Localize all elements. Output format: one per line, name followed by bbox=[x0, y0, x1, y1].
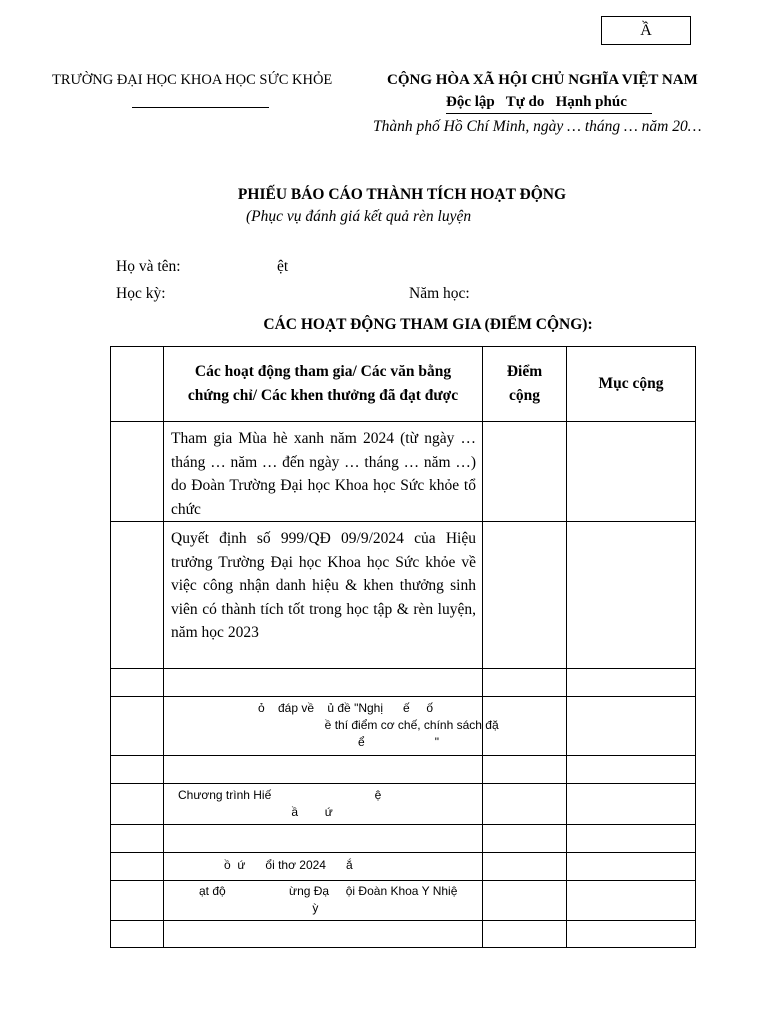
index-cell bbox=[111, 853, 164, 881]
index-cell bbox=[111, 921, 164, 948]
activity-cell bbox=[164, 825, 483, 853]
table-row bbox=[111, 921, 696, 948]
table-row bbox=[111, 697, 696, 756]
activity-cell bbox=[164, 669, 483, 697]
category-cell bbox=[567, 756, 696, 784]
activity-cell bbox=[164, 921, 483, 948]
activity-cell: ạt độ ừng Đạ ội Đoàn Khoa Y Nhiệ ỳ bbox=[164, 881, 483, 921]
table-header-row bbox=[111, 347, 696, 422]
national-motto: Độc lập Tự do Hạnh phúc bbox=[446, 94, 627, 110]
index-cell bbox=[111, 825, 164, 853]
category-cell bbox=[567, 422, 696, 522]
document-title: PHIẾU BÁO CÁO THÀNH TÍCH HOẠT ĐỘNG bbox=[237, 186, 567, 203]
name-label: Họ và tên: bbox=[116, 258, 181, 275]
name-value: ệt bbox=[277, 258, 289, 275]
category-cell bbox=[567, 921, 696, 948]
activities-table bbox=[110, 346, 696, 948]
school-underline bbox=[132, 107, 269, 108]
table-row bbox=[111, 756, 696, 784]
activity-cell: Chương trình Hiế ệ ầ ứ bbox=[164, 784, 483, 825]
activity-cell: ỏ đáp về ủ đề "Nghị ế ố ề thí điểm cơ chế, chính sách đặ ể " bbox=[164, 697, 483, 756]
index-cell bbox=[111, 422, 164, 522]
points-cell bbox=[483, 921, 567, 948]
points-cell bbox=[483, 756, 567, 784]
index-header bbox=[111, 347, 164, 422]
points-cell bbox=[483, 522, 567, 669]
category-cell bbox=[567, 853, 696, 881]
index-cell bbox=[111, 522, 164, 669]
document-subtitle: (Phục vụ đánh giá kết quả rèn luyện bbox=[246, 208, 472, 225]
activity-cell: Tham gia Mùa hè xanh năm 2024 (từ ngày … tháng … năm … đến ngày … tháng … năm …) do Đoàn Trường Đại học Khoa học Sức khỏe tổ chức bbox=[164, 422, 483, 522]
index-cell bbox=[111, 669, 164, 697]
school-year-label: Năm học: bbox=[409, 285, 470, 302]
index-cell bbox=[111, 881, 164, 921]
table-row bbox=[111, 422, 696, 522]
school-name: TRƯỜNG ĐẠI HỌC KHOA HỌC SỨC KHỎE bbox=[52, 72, 333, 88]
table-row bbox=[111, 853, 696, 881]
points-header: Điểm cộng bbox=[483, 347, 567, 422]
points-cell bbox=[483, 881, 567, 921]
points-cell bbox=[483, 825, 567, 853]
index-cell bbox=[111, 697, 164, 756]
table-row bbox=[111, 784, 696, 825]
activity-cell: Quyết định số 999/QĐ 09/9/2024 của Hiệu trưởng Trường Đại học Khoa học Sức khỏe về việc công nhận danh hiệu & khen thưởng sinh viên có thành tích tốt trong học tập & rèn luyện, năm học 2023 bbox=[164, 522, 483, 669]
activity-cell: ồ ứ ổi thơ 2024 ắ bbox=[164, 853, 483, 881]
index-cell bbox=[111, 756, 164, 784]
category-cell bbox=[567, 522, 696, 669]
semester-label: Học kỳ: bbox=[116, 285, 166, 302]
points-cell bbox=[483, 669, 567, 697]
motto-underline bbox=[446, 113, 652, 114]
corner-box: Ầ bbox=[601, 16, 691, 45]
activities-header: Các hoạt động tham gia/ Các văn bằng chứng chỉ/ Các khen thưởng đã đạt được bbox=[164, 347, 483, 422]
table-row bbox=[111, 522, 696, 669]
category-header: Mục cộng bbox=[567, 347, 696, 422]
table-row bbox=[111, 881, 696, 921]
category-cell bbox=[567, 881, 696, 921]
table-row bbox=[111, 669, 696, 697]
category-cell bbox=[567, 825, 696, 853]
points-cell bbox=[483, 422, 567, 522]
place-date: Thành phố Hồ Chí Minh, ngày … tháng … năm 20… bbox=[373, 118, 702, 135]
nation-title: CỘNG HÒA XÃ HỘI CHỦ NGHĨA VIỆT NAM bbox=[387, 72, 698, 88]
section-title: CÁC HOẠT ĐỘNG THAM GIA (ĐIỂM CỘNG): bbox=[263, 316, 593, 333]
index-cell bbox=[111, 784, 164, 825]
category-cell bbox=[567, 784, 696, 825]
activity-cell bbox=[164, 756, 483, 784]
category-cell bbox=[567, 669, 696, 697]
table-row bbox=[111, 825, 696, 853]
points-cell bbox=[483, 853, 567, 881]
category-cell bbox=[567, 697, 696, 756]
points-cell bbox=[483, 784, 567, 825]
